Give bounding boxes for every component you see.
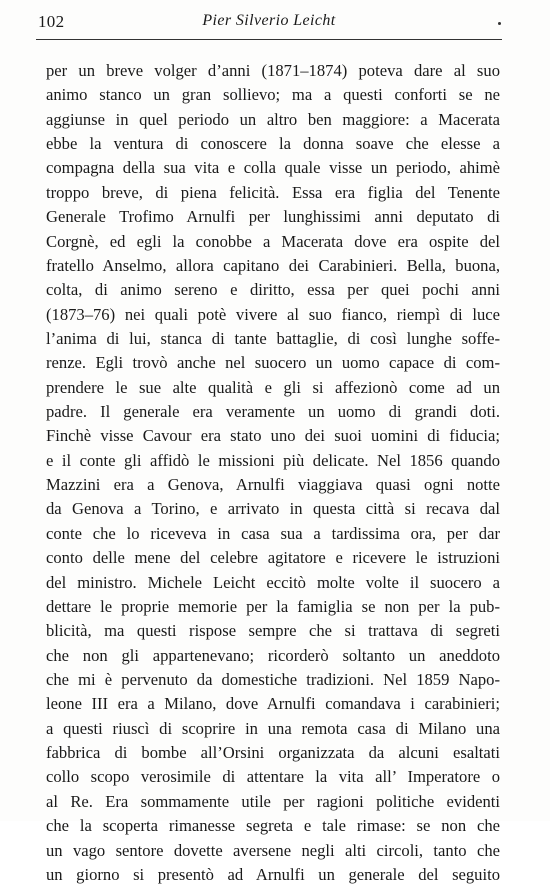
text-line: e il conte gli affidò le missioni più delicate. Nel 1856 quando xyxy=(46,450,500,470)
text-line: da Genova a Torino, e arrivato in questa città si recava dal xyxy=(46,499,500,519)
text-line: al Re. Era sommamente utile per ragioni politiche evidenti xyxy=(46,791,500,811)
text-line: troppo breve, di piena felicità. Essa era figlia del Tenente xyxy=(46,182,500,202)
text-line: fabbrica di bombe all’Orsini organizzata da alcuni esaltati xyxy=(46,743,500,763)
text-line: Generale Trofimo Arnulfi per lunghissimi anni deputato di xyxy=(46,207,500,227)
text-line: Finchè visse Cavour era stato uno dei suoi uomini di fiducia; xyxy=(46,426,500,446)
body-text xyxy=(46,59,500,887)
text-line: leone III era a Milano, dove Arnulfi comandava i carabinieri; xyxy=(46,694,500,714)
text-line: ebbe la ventura di conoscere la donna soave che elesse a xyxy=(46,134,500,154)
header-rule xyxy=(36,39,502,40)
running-head: Pier Silverio Leicht xyxy=(202,12,336,29)
text-line: dettare le proprie memorie per la famiglia se non per la pub- xyxy=(46,596,500,616)
print-speck xyxy=(498,22,501,25)
text-line: che non gli appartenevano; ricorderò soltanto un aneddoto xyxy=(46,645,500,665)
page-number: 102 xyxy=(38,12,65,31)
text-line: Mazzini era a Genova, Arnulfi viaggiava quasi ogni notte xyxy=(46,475,500,495)
text-line: collo scopo verosimile di attentare la vita all’ Imperatore o xyxy=(46,767,500,787)
text-line: prendere le sue alte qualità e gli si affezionò come ad un xyxy=(46,377,500,397)
text-line: colta, di animo sereno e diritto, essa per quei pochi anni xyxy=(46,280,500,300)
text-line: padre. Il generale era veramente un uomo di grandi doti. xyxy=(46,402,500,422)
text-line: del ministro. Michele Leicht eccitò molte volte il suocero a xyxy=(46,572,500,592)
page-header xyxy=(38,12,500,34)
text-line: animo stanco un gran sollievo; ma a questi conforti se ne xyxy=(46,85,500,105)
text-line: blicità, ma questi rispose sempre che si trattava di segreti xyxy=(46,621,500,641)
text-line: a questi riuscì di scoprire in una remota casa di Milano una xyxy=(46,718,500,738)
text-line: Corgnè, ed egli la conobbe a Macerata dove era ospite del xyxy=(46,231,500,251)
text-line: aggiunse in quel periodo un altro ben maggiore: a Macerata xyxy=(46,109,500,129)
text-line: che la scoperta rimanesse segreta e tale rimase: se non che xyxy=(46,816,500,836)
text-line: per un breve volger d’anni (1871–1874) poteva dare al suo xyxy=(46,61,500,80)
text-line: un vago sentore dovette aversene negli alti circoli, tanto che xyxy=(46,840,500,860)
text-line: compagna della sua vita e colla quale visse un periodo, ahimè xyxy=(46,158,500,178)
text-line: conto delle mene del celebre agitatore e ricevere le istruzioni xyxy=(46,548,500,568)
text-line: fratello Anselmo, allora capitano dei Carabinieri. Bella, buona, xyxy=(46,255,500,275)
text-line: (1873–76) nei quali potè vivere al suo fianco, riempì di luce xyxy=(46,304,500,324)
text-line: un giorno si presentò ad Arnulfi un generale del seguito xyxy=(46,864,500,884)
text-line: che mi è pervenuto da domestiche tradizioni. Nel 1859 Napo- xyxy=(46,669,500,689)
text-line: l’anima di lui, stanca di tante battaglie, di così lunghe soffe- xyxy=(46,328,500,348)
text-line: conte che lo riceveva in casa sua a tardissima ora, per dar xyxy=(46,523,500,543)
text-line: renze. Egli trovò anche nel suocero un uomo capace di com- xyxy=(46,353,500,373)
